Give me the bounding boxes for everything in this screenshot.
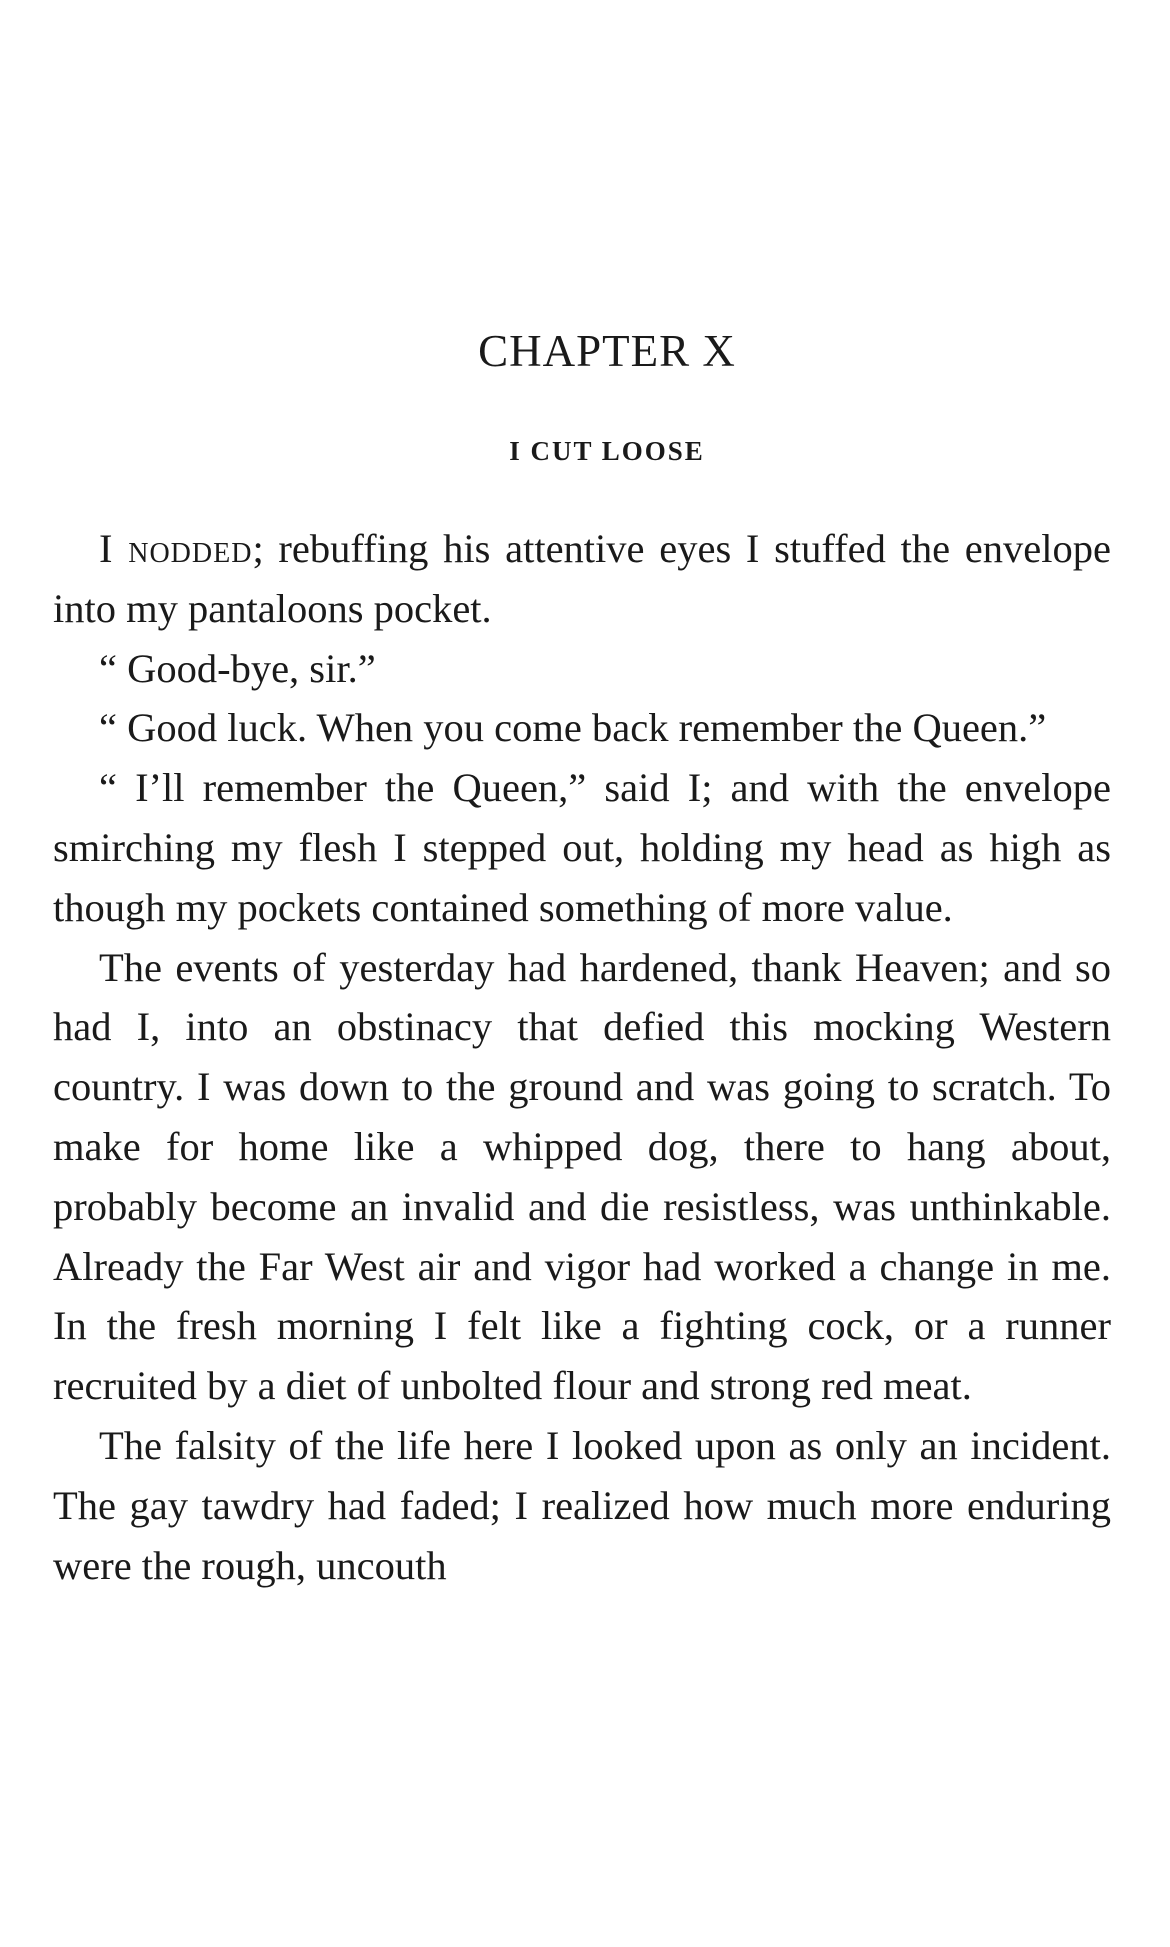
paragraph-text: The events of yesterday had hardened, thank Heaven; and so had I, into an obstinacy that defied this mocking Western country. I was down to the ground and was going to scratch. To make for home like a whipped dog, there to hang about, probably become an invalid and die resistless, was unthinkable. Already the Far West air and vigor had worked a change in me. In the fresh morning I felt like a fighting cock, or a runner recruited by a diet of unbolted flour and strong red meat.: [53, 944, 1111, 1409]
paragraph-lead-smallcaps: nodded: [112, 526, 253, 571]
paragraph-1: [53, 519, 1111, 639]
chapter-heading-text: CHAPTER X: [478, 326, 736, 376]
paragraph-2: [53, 639, 1111, 699]
paragraph-6: [53, 1416, 1111, 1595]
paragraph-text: The falsity of the life here I looked upon as only an incident. The gay tawdry had faded; I realized how much more enduring were the rough, uncouth: [53, 1422, 1111, 1588]
paragraph-5: [53, 938, 1111, 1416]
paragraph-text: ; rebuffing his attentive eyes I stuffed the envelope into my pantaloons pocket.: [53, 526, 1111, 631]
paragraph-text: “ Good-bye, sir.”: [99, 645, 376, 691]
paragraph-3: [53, 698, 1111, 758]
paragraph-text: “ Good luck. When you come back remember the Queen.”: [99, 705, 1047, 751]
paragraph-lead-letter: I: [99, 526, 113, 571]
chapter-subtitle: [0, 436, 1170, 467]
chapter-body: [53, 519, 1111, 1595]
chapter-subtitle-text: I CUT LOOSE: [509, 436, 705, 466]
paragraph-text: “ I’ll remember the Queen,” said I; and with the envelope smirching my flesh I stepped out, holding my head as high as though my pockets contained something of more value.: [53, 765, 1111, 930]
paragraph-4: [53, 758, 1111, 937]
chapter-heading: [0, 325, 1170, 377]
